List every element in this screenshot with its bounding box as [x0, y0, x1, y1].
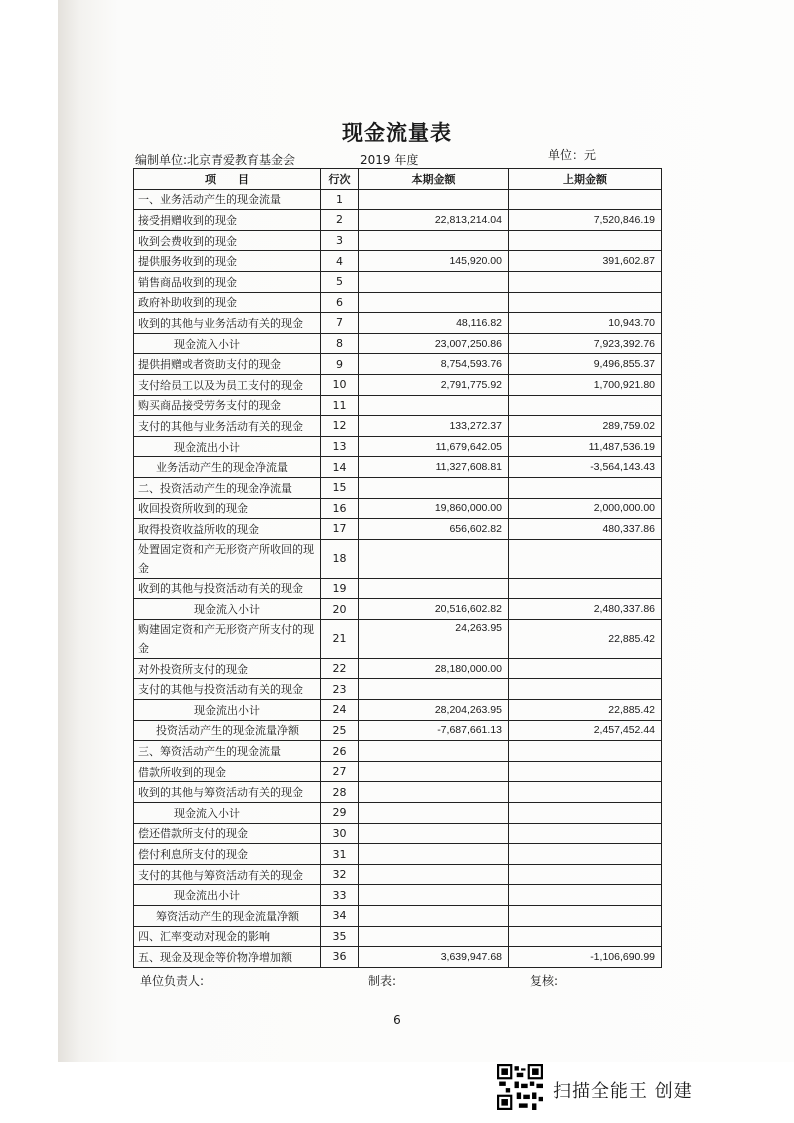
item-cell: 现金流入小计	[134, 333, 321, 354]
table-row	[134, 782, 662, 803]
previous-amount-cell: -3,564,143.43	[509, 457, 662, 478]
line-no-cell: 31	[321, 844, 359, 865]
table-row	[134, 271, 662, 292]
page-number: 6	[393, 1013, 401, 1027]
line-no-cell: 20	[321, 599, 359, 620]
table-row	[134, 885, 662, 906]
table-row	[134, 189, 662, 210]
item-cell: 二、投资活动产生的现金净流量	[134, 477, 321, 498]
current-amount-cell	[359, 395, 509, 416]
table-row	[134, 741, 662, 762]
table-row	[134, 210, 662, 231]
previous-amount-cell: 2,000,000.00	[509, 498, 662, 519]
table-row	[134, 251, 662, 272]
table-row	[134, 457, 662, 478]
item-cell: 五、现金及现金等价物净增加额	[134, 947, 321, 968]
line-no-cell: 1	[321, 189, 359, 210]
line-no-cell: 30	[321, 823, 359, 844]
line-no-cell: 7	[321, 313, 359, 334]
item-cell: 现金流出小计	[134, 885, 321, 906]
current-amount-cell: 145,920.00	[359, 251, 509, 272]
item-cell: 接受捐赠收到的现金	[134, 210, 321, 231]
line-no-cell: 3	[321, 230, 359, 251]
previous-amount-cell	[509, 761, 662, 782]
item-cell: 提供服务收到的现金	[134, 251, 321, 272]
footer-prepared: 制表:	[368, 974, 397, 988]
current-amount-cell	[359, 679, 509, 700]
current-amount-cell: 23,007,250.86	[359, 333, 509, 354]
previous-amount-cell: 1,700,921.80	[509, 374, 662, 395]
table-row	[134, 292, 662, 313]
line-no-cell: 5	[321, 271, 359, 292]
current-amount-cell: -7,687,661.13	[359, 720, 509, 741]
table-row	[134, 947, 662, 968]
line-no-cell: 35	[321, 926, 359, 947]
item-cell: 购买商品接受劳务支付的现金	[134, 395, 321, 416]
previous-amount-cell	[509, 578, 662, 599]
previous-amount-cell	[509, 823, 662, 844]
previous-amount-cell	[509, 906, 662, 927]
line-no-cell: 16	[321, 498, 359, 519]
line-no-cell: 22	[321, 658, 359, 679]
current-amount-cell	[359, 885, 509, 906]
previous-amount-cell	[509, 658, 662, 679]
table-row	[134, 679, 662, 700]
org-line	[135, 151, 295, 168]
table-row	[134, 658, 662, 679]
item-cell: 提供捐赠或者资助支付的现金	[134, 354, 321, 375]
footer-reviewed: 复核:	[530, 974, 559, 988]
previous-amount-cell: 9,496,855.37	[509, 354, 662, 375]
current-amount-cell: 20,516,602.82	[359, 599, 509, 620]
table-row	[134, 333, 662, 354]
line-no-cell: 2	[321, 210, 359, 231]
line-no-cell: 24	[321, 700, 359, 721]
current-amount-cell	[359, 803, 509, 824]
previous-amount-cell	[509, 292, 662, 313]
previous-amount-cell	[509, 230, 662, 251]
table-row	[134, 436, 662, 457]
item-cell: 偿付利息所支付的现金	[134, 844, 321, 865]
table-row	[134, 599, 662, 620]
item-cell: 支付的其他与业务活动有关的现金	[134, 416, 321, 437]
current-amount-cell	[359, 844, 509, 865]
current-amount-cell: 2,791,775.92	[359, 374, 509, 395]
current-amount-cell: 11,679,642.05	[359, 436, 509, 457]
previous-amount-cell	[509, 844, 662, 865]
table-row	[134, 720, 662, 741]
item-cell: 收到的其他与投资活动有关的现金	[134, 578, 321, 599]
table-header-row	[134, 169, 662, 190]
cash-flow-table	[133, 168, 662, 968]
line-no-cell: 27	[321, 761, 359, 782]
item-cell: 偿还借款所支付的现金	[134, 823, 321, 844]
previous-amount-cell: 22,885.42	[509, 700, 662, 721]
line-no-cell: 26	[321, 741, 359, 762]
previous-amount-cell	[509, 395, 662, 416]
current-amount-cell	[359, 761, 509, 782]
table-row	[134, 906, 662, 927]
item-cell: 收到的其他与业务活动有关的现金	[134, 313, 321, 334]
item-cell: 收到会费收到的现金	[134, 230, 321, 251]
current-amount-cell	[359, 189, 509, 210]
previous-amount-cell: 480,337.86	[509, 519, 662, 540]
previous-amount-cell: 10,943.70	[509, 313, 662, 334]
previous-amount-cell	[509, 679, 662, 700]
item-cell: 收到的其他与筹资活动有关的现金	[134, 782, 321, 803]
item-cell: 支付的其他与筹资活动有关的现金	[134, 864, 321, 885]
line-no-cell: 36	[321, 947, 359, 968]
current-amount-cell	[359, 230, 509, 251]
item-cell: 支付的其他与投资活动有关的现金	[134, 679, 321, 700]
previous-amount-cell	[509, 271, 662, 292]
table-row	[134, 313, 662, 334]
current-amount-cell: 19,860,000.00	[359, 498, 509, 519]
line-no-cell: 33	[321, 885, 359, 906]
line-no-cell: 8	[321, 333, 359, 354]
current-amount-cell	[359, 578, 509, 599]
item-cell: 购建固定资和产无形资产所支付的现金	[134, 619, 321, 658]
previous-amount-cell: 289,759.02	[509, 416, 662, 437]
previous-amount-cell: 2,480,337.86	[509, 599, 662, 620]
current-amount-cell: 48,116.82	[359, 313, 509, 334]
current-amount-cell	[359, 539, 509, 578]
line-no-cell: 13	[321, 436, 359, 457]
table-row	[134, 477, 662, 498]
line-no-cell: 17	[321, 519, 359, 540]
line-no-cell: 10	[321, 374, 359, 395]
header-previous-amount: 上期金额	[509, 169, 662, 190]
line-no-cell: 6	[321, 292, 359, 313]
item-cell: 政府补助收到的现金	[134, 292, 321, 313]
previous-amount-cell: 11,487,536.19	[509, 436, 662, 457]
current-amount-cell: 3,639,947.68	[359, 947, 509, 968]
line-no-cell: 21	[321, 619, 359, 658]
previous-amount-cell	[509, 477, 662, 498]
item-cell: 取得投资收益所收的现金	[134, 519, 321, 540]
table-row	[134, 619, 662, 658]
current-amount-cell: 28,180,000.00	[359, 658, 509, 679]
item-cell: 收回投资所收到的现金	[134, 498, 321, 519]
previous-amount-cell	[509, 189, 662, 210]
header-item: 项 目	[134, 169, 321, 190]
line-no-cell: 14	[321, 457, 359, 478]
current-amount-cell	[359, 782, 509, 803]
table-row	[134, 354, 662, 375]
current-amount-cell	[359, 864, 509, 885]
current-amount-cell: 11,327,608.81	[359, 457, 509, 478]
table-row	[134, 416, 662, 437]
current-amount-cell: 28,204,263.95	[359, 700, 509, 721]
previous-amount-cell: 7,923,392.76	[509, 333, 662, 354]
item-cell: 现金流出小计	[134, 436, 321, 457]
current-amount-cell	[359, 823, 509, 844]
previous-amount-cell: -1,106,690.99	[509, 947, 662, 968]
header-line-no: 行次	[321, 169, 359, 190]
previous-amount-cell: 2,457,452.44	[509, 720, 662, 741]
org-prefix: 编制单位:	[135, 153, 188, 167]
table-row	[134, 700, 662, 721]
table-row	[134, 374, 662, 395]
qr-code-icon	[497, 1064, 543, 1110]
table-row	[134, 844, 662, 865]
table-row	[134, 395, 662, 416]
current-amount-cell: 133,272.37	[359, 416, 509, 437]
previous-amount-cell	[509, 741, 662, 762]
item-cell: 投资活动产生的现金流量净额	[134, 720, 321, 741]
current-amount-cell: 656,602.82	[359, 519, 509, 540]
scanner-watermark-text: 扫描全能王 创建	[553, 1081, 693, 1102]
item-cell: 对外投资所支付的现金	[134, 658, 321, 679]
item-cell: 销售商品收到的现金	[134, 271, 321, 292]
previous-amount-cell: 22,885.42	[509, 619, 662, 658]
current-amount-cell	[359, 741, 509, 762]
table-row	[134, 864, 662, 885]
current-amount-cell	[359, 477, 509, 498]
item-cell: 借款所收到的现金	[134, 761, 321, 782]
table-row	[134, 519, 662, 540]
current-amount-cell: 24,263.95	[359, 619, 509, 658]
line-no-cell: 11	[321, 395, 359, 416]
table-row	[134, 498, 662, 519]
header-current-amount: 本期金额	[359, 169, 509, 190]
table-row	[134, 578, 662, 599]
line-no-cell: 12	[321, 416, 359, 437]
current-amount-cell: 8,754,593.76	[359, 354, 509, 375]
item-cell: 一、业务活动产生的现金流量	[134, 189, 321, 210]
line-no-cell: 15	[321, 477, 359, 498]
line-no-cell: 4	[321, 251, 359, 272]
line-no-cell: 9	[321, 354, 359, 375]
table-row	[134, 823, 662, 844]
item-cell: 现金流入小计	[134, 803, 321, 824]
previous-amount-cell	[509, 885, 662, 906]
item-cell: 支付给员工以及为员工支付的现金	[134, 374, 321, 395]
previous-amount-cell	[509, 803, 662, 824]
table-row	[134, 761, 662, 782]
line-no-cell: 25	[321, 720, 359, 741]
previous-amount-cell	[509, 864, 662, 885]
previous-amount-cell	[509, 926, 662, 947]
previous-amount-cell	[509, 782, 662, 803]
report-year: 2019 年度	[360, 153, 419, 167]
previous-amount-cell: 7,520,846.19	[509, 210, 662, 231]
line-no-cell: 34	[321, 906, 359, 927]
current-amount-cell	[359, 926, 509, 947]
line-no-cell: 32	[321, 864, 359, 885]
table-row	[134, 230, 662, 251]
line-no-cell: 29	[321, 803, 359, 824]
item-cell: 处置固定资和产无形资产所收回的现金	[134, 539, 321, 578]
line-no-cell: 23	[321, 679, 359, 700]
previous-amount-cell: 391,602.87	[509, 251, 662, 272]
table-row	[134, 926, 662, 947]
item-cell: 四、汇率变动对现金的影响	[134, 926, 321, 947]
line-no-cell: 19	[321, 578, 359, 599]
line-no-cell: 18	[321, 539, 359, 578]
item-cell: 筹资活动产生的现金流量净额	[134, 906, 321, 927]
currency-unit: 单位：元	[548, 148, 597, 162]
table-row	[134, 539, 662, 578]
page-title: 现金流量表	[342, 121, 452, 145]
item-cell: 现金流入小计	[134, 599, 321, 620]
line-no-cell: 28	[321, 782, 359, 803]
current-amount-cell	[359, 292, 509, 313]
footer-responsible: 单位负责人:	[140, 974, 205, 988]
table-row	[134, 803, 662, 824]
item-cell: 三、筹资活动产生的现金流量	[134, 741, 321, 762]
current-amount-cell: 22,813,214.04	[359, 210, 509, 231]
item-cell: 业务活动产生的现金净流量	[134, 457, 321, 478]
previous-amount-cell	[509, 539, 662, 578]
item-cell: 现金流出小计	[134, 700, 321, 721]
org-name: 北京青爱教育基金会	[187, 153, 296, 167]
current-amount-cell	[359, 271, 509, 292]
current-amount-cell	[359, 906, 509, 927]
